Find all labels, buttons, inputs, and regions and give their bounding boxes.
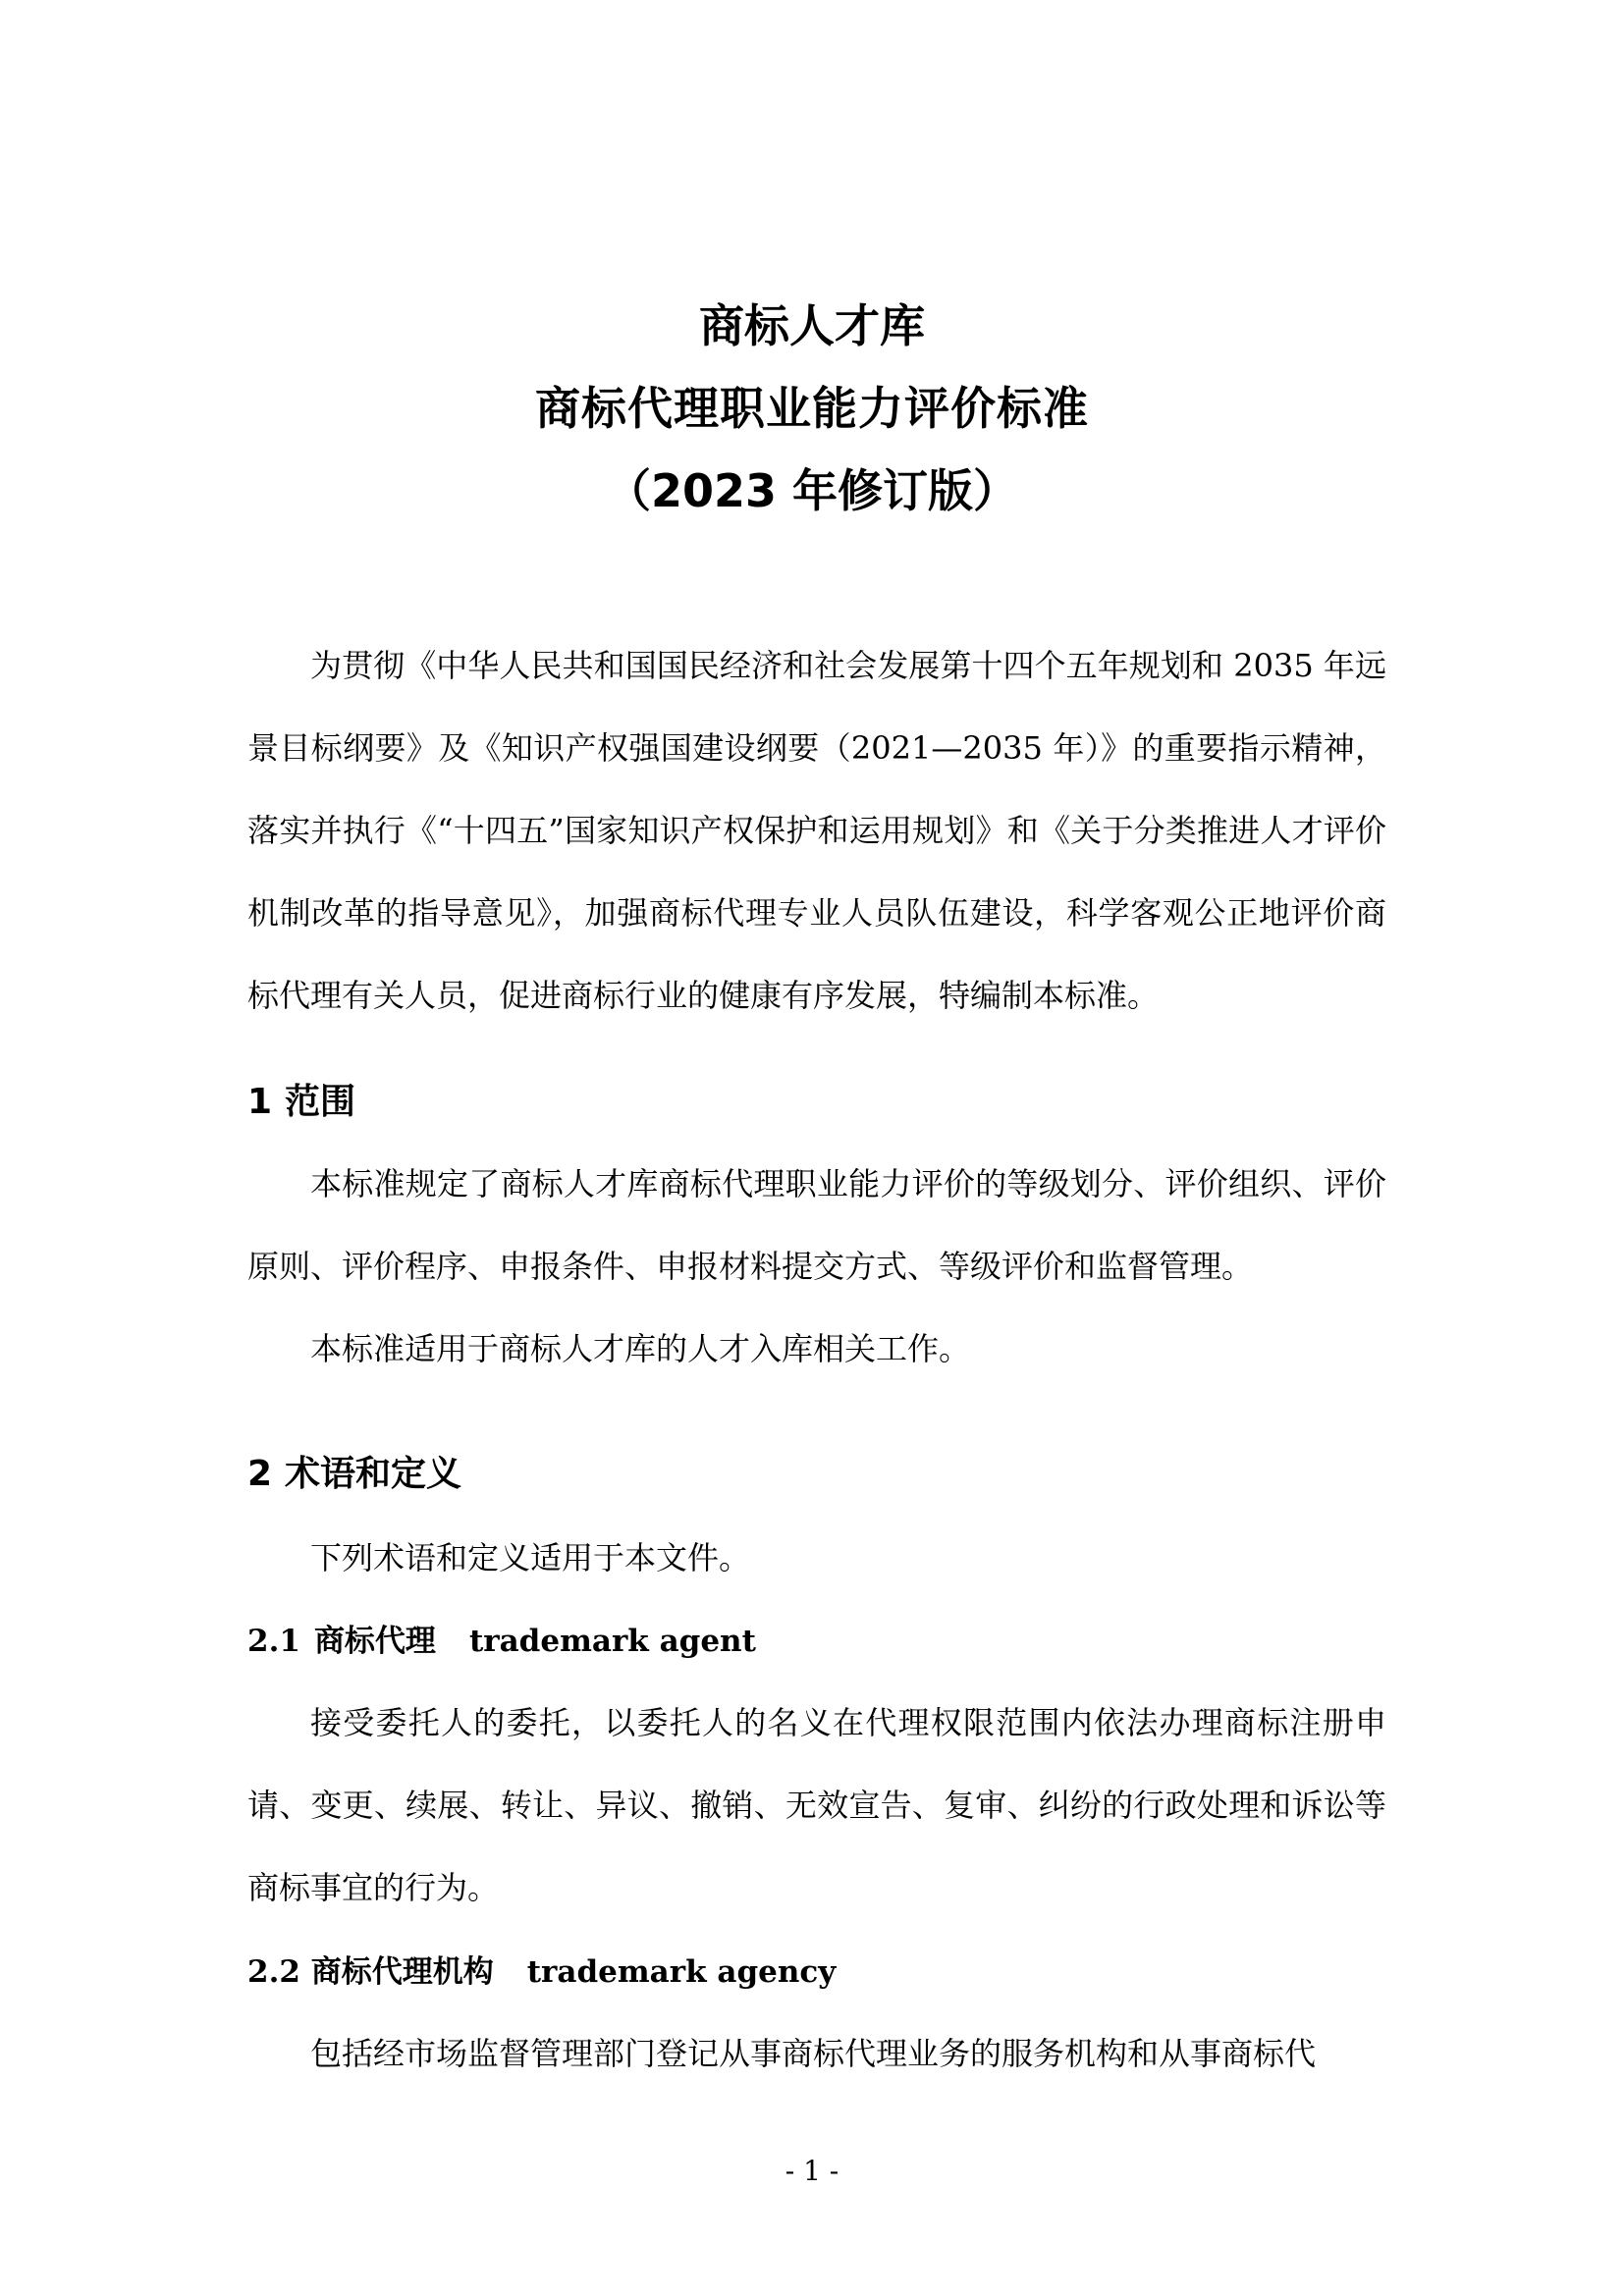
- intro-section: [247, 624, 1386, 1037]
- title-line-1: 商标人才库: [699, 299, 925, 352]
- term-2-2-number: 2.2: [247, 1954, 300, 1990]
- section-2-number: 2: [247, 1454, 273, 1494]
- section-1-heading: [247, 1078, 355, 1127]
- section-2-title: 术语和定义: [285, 1454, 462, 1494]
- term-2-2-definition: 包括经市场监督管理部门登记从事商标代理业务的服务机构和从事商标代: [310, 2035, 1317, 2072]
- term-2-2-chinese: 商标代理机构: [310, 1954, 494, 1990]
- page-number: - 1 -: [785, 2155, 839, 2187]
- term-2-2-heading: [247, 1950, 836, 1994]
- section-1-paragraph-1: 本标准规定了商标人才库商标代理职业能力评价的等级划分、评价组织、评价原则、评价程序、申报条件、申报材料提交方式、等级评价和监督管理。: [247, 1165, 1386, 1285]
- section-1-title: 范围: [285, 1082, 356, 1122]
- section-2-intro: [247, 1517, 1386, 1599]
- term-2-1-definition: 接受委托人的委托，以委托人的名义在代理权限范围内依法办理商标注册申请、变更、续展、转让、异议、撤销、无效宣告、复审、纠纷的行政处理和诉讼等商标事宜的行为。: [247, 1704, 1386, 1906]
- term-2-1-body: [247, 1682, 1386, 1929]
- term-2-1-chinese: 商标代理: [313, 1624, 436, 1659]
- section-1-body: [247, 1143, 1386, 1390]
- section-1-number: 1: [247, 1082, 273, 1122]
- term-2-2-english: trademark agency: [526, 1954, 837, 1990]
- term-2-1-english: trademark agent: [468, 1624, 756, 1659]
- term-2-2-body: [247, 2012, 1386, 2095]
- term-2-1-number: 2.1: [247, 1624, 300, 1659]
- section-1-paragraph-2: 本标准适用于商标人才库的人才入库相关工作。: [310, 1330, 971, 1367]
- title-line-3: （2023 年修订版）: [605, 464, 1019, 517]
- term-2-1-heading: [247, 1620, 756, 1663]
- intro-paragraph: 为贯彻《中华人民共和国国民经济和社会发展第十四个五年规划和 2035 年远景目标纲要》及《知识产权强国建设纲要（2021—2035 年）》的重要指示精神，落实并执行《“十四五”国家知识产权保护和运用规划》和《关于分类推进人才评价机制改革的指导意见》，加强商标代理专业人员队伍建设，科学客观公正地评价商标代理有关人员，促进商标行业的健康有序发展，特编制本标准。: [247, 647, 1386, 1014]
- section-2-intro-paragraph: 下列术语和定义适用于本文件。: [310, 1539, 751, 1576]
- section-2-heading: [247, 1450, 461, 1499]
- title-line-2: 商标代理职业能力评价标准: [535, 382, 1089, 435]
- document-title: [0, 285, 1624, 532]
